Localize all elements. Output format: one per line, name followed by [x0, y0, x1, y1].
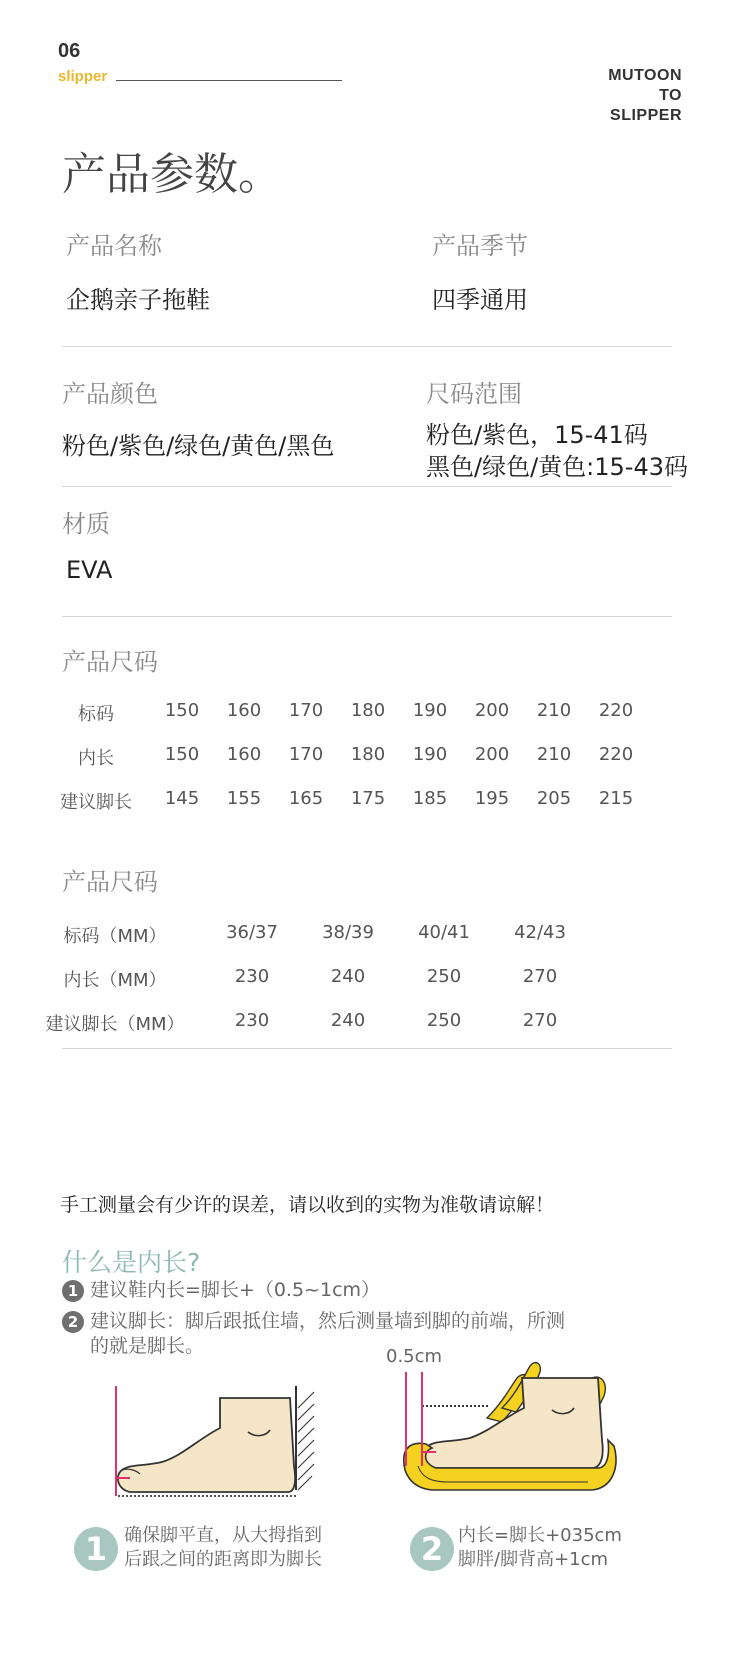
- season-label: 产品季节: [432, 232, 528, 260]
- size-cell: 195: [474, 788, 510, 809]
- size-cell: 175: [350, 788, 386, 809]
- size-cell: 220: [598, 700, 634, 721]
- size-cell: 160: [226, 744, 262, 765]
- size-range-value: [426, 419, 688, 483]
- size-cell: 240: [330, 1010, 366, 1031]
- divider-1: [62, 346, 672, 347]
- size-cell: 230: [234, 1010, 270, 1031]
- size-cell: 150: [164, 700, 200, 721]
- foot-wall-illustration: [100, 1378, 330, 1508]
- size-cell: 180: [350, 744, 386, 765]
- brand-mark: [608, 66, 682, 126]
- size-cell: 240: [330, 966, 366, 987]
- size-cell: 270: [522, 966, 558, 987]
- size-cell: 170: [288, 744, 324, 765]
- brand-line-3: SLIPPER: [610, 107, 682, 124]
- size-cell: 165: [288, 788, 324, 809]
- size-table-1-title: 产品尺码: [62, 648, 158, 676]
- caption-2-badge: 2: [410, 1527, 454, 1571]
- page-number: 06: [58, 40, 81, 62]
- caption-2-text: [458, 1524, 622, 1572]
- color-value: 粉色/紫色/绿色/黄色/黑色: [62, 432, 335, 460]
- size-row-label: 内长（MM）: [63, 970, 167, 991]
- size-cell: 190: [412, 744, 448, 765]
- caption-1-line-1: 确保脚平直，从大拇指到: [124, 1525, 322, 1546]
- caption-1-line-2: 后跟之间的距离即为脚长: [124, 1549, 322, 1570]
- size-cell: 40/41: [418, 922, 470, 943]
- size-row-label: 建议脚长: [60, 792, 132, 813]
- size-cell: 145: [164, 788, 200, 809]
- size-cell: 270: [522, 1010, 558, 1031]
- season-value: 四季通用: [432, 286, 528, 314]
- caption-1-text: [124, 1524, 322, 1572]
- slipper-fit-illustration: [392, 1348, 627, 1518]
- tip-2-line-2: 的就是脚长。: [90, 1335, 205, 1357]
- measurement-note: 手工测量会有少许的误差，请以收到的实物为准敬请谅解！: [60, 1194, 555, 1216]
- size-cell: 150: [164, 744, 200, 765]
- page-title: 产品参数。: [62, 149, 282, 200]
- size-cell: 200: [474, 700, 510, 721]
- size-row-label: 建议脚长（MM）: [45, 1014, 185, 1035]
- caption-2-line-1: 内长=脚长+035cm: [458, 1525, 622, 1546]
- divider-3: [62, 616, 672, 617]
- size-cell: 185: [412, 788, 448, 809]
- size-range-line-2: 黑色/绿色/黄色:15-43码: [426, 453, 688, 481]
- tip-2-badge: 2: [62, 1311, 84, 1333]
- gap-label: 0.5cm: [386, 1346, 443, 1367]
- material-label: 材质: [62, 510, 110, 538]
- sub-label: slipper: [58, 68, 108, 85]
- caption-2-line-2: 脚胖/脚背高+1cm: [458, 1549, 609, 1570]
- size-cell: 190: [412, 700, 448, 721]
- size-cell: 155: [226, 788, 262, 809]
- caption-1-badge: 1: [74, 1527, 118, 1571]
- size-cell: 220: [598, 744, 634, 765]
- size-cell: 180: [350, 700, 386, 721]
- size-table-2-title: 产品尺码: [62, 868, 158, 896]
- divider-4: [62, 1048, 672, 1049]
- size-cell: 205: [536, 788, 572, 809]
- product-name-value: 企鹅亲子拖鞋: [66, 286, 210, 314]
- size-range-line-1: 粉色/紫色，15-41码: [426, 421, 648, 449]
- divider-2: [62, 486, 672, 487]
- size-row-label: 内长: [78, 748, 114, 769]
- size-cell: 250: [426, 966, 462, 987]
- size-cell: 38/39: [322, 922, 374, 943]
- size-cell: 36/37: [226, 922, 278, 943]
- tip-1-badge: 1: [62, 1280, 84, 1302]
- brand-line-2: TO: [659, 87, 682, 104]
- size-cell: 230: [234, 966, 270, 987]
- inner-length-title: 什么是内长?: [62, 1248, 201, 1277]
- size-cell: 200: [474, 744, 510, 765]
- size-cell: 210: [536, 700, 572, 721]
- size-row-label: 标码（MM）: [63, 926, 167, 947]
- tip-1-text: 建议鞋内长=脚长+（0.5~1cm）: [90, 1279, 381, 1301]
- size-cell: 160: [226, 700, 262, 721]
- size-cell: 42/43: [514, 922, 566, 943]
- size-cell: 215: [598, 788, 634, 809]
- header-divider: [116, 80, 342, 81]
- size-range-label: 尺码范围: [426, 380, 522, 408]
- color-label: 产品颜色: [62, 380, 158, 408]
- brand-line-1: MUTOON: [608, 67, 682, 84]
- size-cell: 250: [426, 1010, 462, 1031]
- tip-2-line-1: 建议脚长：脚后跟抵住墙，然后测量墙到脚的前端，所测: [90, 1310, 566, 1332]
- product-name-label: 产品名称: [66, 232, 162, 260]
- material-value: EVA: [66, 556, 113, 584]
- size-cell: 170: [288, 700, 324, 721]
- size-cell: 210: [536, 744, 572, 765]
- size-row-label: 标码: [78, 704, 114, 725]
